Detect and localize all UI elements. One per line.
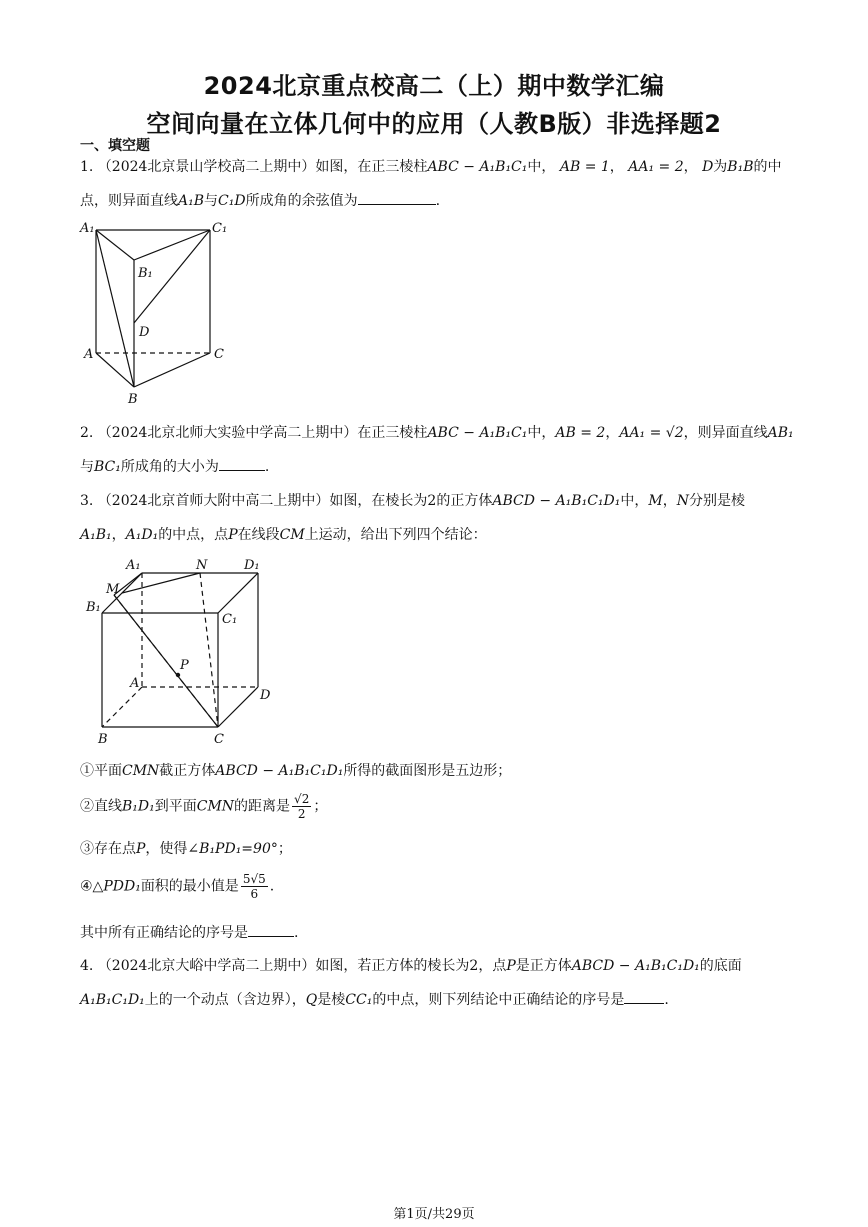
q2-text: ，则异面直线	[683, 425, 768, 441]
q3-math: ABCD − A₁B₁C₁D₁	[492, 493, 621, 509]
q1-text: 的中	[753, 159, 782, 175]
answer-blank	[248, 922, 294, 937]
q3-text: .	[269, 878, 275, 895]
q4-text: 的底面	[699, 958, 742, 974]
label-c: C	[214, 347, 224, 362]
fraction-denominator: 2	[297, 807, 306, 821]
q1-text: 中，	[527, 159, 556, 175]
q4-line-2	[80, 989, 669, 1009]
fraction-numerator: 5√5	[242, 872, 266, 886]
q3-text: 其中所有正确结论的序号是	[80, 925, 248, 941]
q3-text: ③存在点	[80, 841, 136, 857]
q3-text: 中，	[620, 493, 649, 509]
label-c: C	[214, 732, 224, 747]
q3-text: 分别是棱	[688, 493, 745, 509]
q3-math: CMN	[196, 798, 235, 815]
fraction-numerator: √2	[294, 792, 310, 806]
q1-math: D	[702, 159, 714, 175]
label-b: B	[98, 732, 108, 747]
q3-math: N	[676, 493, 689, 509]
q3-text: 的中点，点	[158, 527, 229, 543]
label-b1: B₁	[138, 266, 153, 281]
q1-text: 所成角的余弦值为	[245, 193, 358, 209]
answer-blank	[219, 456, 265, 471]
q3-math: B₁D₁	[122, 798, 155, 815]
q3-math: P	[228, 527, 238, 543]
point-p	[176, 673, 180, 677]
answer-blank	[358, 190, 436, 205]
q3-conclusion-3	[80, 838, 292, 858]
q4-math: A₁B₁C₁D₁	[80, 992, 145, 1008]
cube-figure	[84, 555, 284, 750]
fraction-denominator: 6	[250, 887, 259, 901]
q2-line-1	[80, 422, 794, 442]
q2-math: AB₁	[767, 425, 794, 441]
q4-math: ABCD − A₁B₁C₁D₁	[571, 958, 700, 974]
label-a1: A₁	[126, 558, 141, 573]
q3-text: ②直线	[80, 798, 122, 815]
q3-math: CMN	[122, 763, 160, 779]
q2-text: 与	[80, 459, 94, 475]
q3-line-2	[80, 524, 487, 544]
label-n: N	[196, 558, 208, 573]
prism-figure	[76, 215, 236, 410]
q1-text: .	[435, 193, 441, 209]
label-d: D	[260, 688, 271, 703]
q1-text: 与	[204, 193, 219, 209]
q4-text: 是棱	[317, 992, 346, 1008]
q3-text: 到平面	[154, 798, 197, 815]
q3-math: A₁D₁	[125, 527, 159, 543]
q3-text: 的距离是	[234, 798, 291, 815]
q1-text: 为	[713, 159, 728, 175]
label-a: A	[130, 676, 140, 691]
label-m: M	[106, 582, 120, 597]
q3-text: ，使得	[145, 841, 188, 857]
q2-text: 2. （2024北京北师大实验中学高二上期中）在正三棱柱	[80, 425, 428, 441]
label-a: A	[84, 347, 94, 362]
q2-math: ABC − A₁B₁C₁	[427, 425, 528, 441]
q3-text: 截正方体	[159, 763, 216, 779]
q3-conclusion-1	[80, 760, 511, 780]
q3-text: 面积的最小值是	[140, 878, 239, 895]
answer-blank	[624, 989, 664, 1004]
q1-math: ABC − A₁B₁C₁	[427, 159, 528, 175]
label-b: B	[128, 392, 138, 407]
q2-line-2	[80, 456, 269, 476]
label-c1: C₁	[212, 221, 228, 236]
q3-math: M	[648, 493, 663, 509]
title-line-2: 空间向量在立体几何中的应用（人教B版）非选择题2	[146, 110, 722, 138]
q3-math: P	[136, 841, 146, 857]
q3-text: ④△	[80, 878, 104, 895]
page-footer: 第1页/共29页	[393, 1207, 475, 1222]
q3-ask	[80, 922, 298, 942]
q2-math: AA₁ = √2	[619, 425, 684, 441]
q3-math: A₁B₁	[80, 527, 112, 543]
label-c1: C₁	[222, 612, 238, 627]
q1-text: ，	[609, 159, 624, 175]
q1-math: A₁B	[178, 193, 205, 209]
q3-text: 上运动，给出下列四个结论：	[304, 527, 487, 543]
q2-text: 所成角的大小为	[120, 459, 219, 475]
fraction	[292, 792, 311, 821]
q4-math: Q	[305, 992, 318, 1008]
label-d: D	[139, 325, 150, 340]
q4-math: CC₁	[345, 992, 373, 1008]
q1-math: B₁B	[727, 159, 754, 175]
q4-text: 上的一个动点（含边界），	[144, 992, 306, 1008]
q3-text: .	[294, 925, 299, 941]
q3-line-1	[80, 490, 745, 510]
fraction	[241, 872, 268, 901]
q2-math: BC₁	[94, 459, 121, 475]
q4-text: 4. （2024北京大峪中学高二上期中）如图，若正方体的棱长为2，点	[80, 958, 507, 974]
label-p: P	[180, 658, 189, 673]
q3-text: ；	[277, 841, 292, 857]
q2-math: AB = 2	[555, 425, 606, 441]
q1-math: C₁D	[218, 193, 246, 209]
q3-conclusion-4	[80, 872, 274, 901]
label-b1: B₁	[86, 600, 101, 615]
q3-text: ；	[313, 798, 328, 815]
q3-math: CM	[279, 527, 305, 543]
q3-math: PDD₁	[103, 878, 141, 895]
q1-line-1	[80, 156, 782, 176]
q2-text: 中，	[527, 425, 556, 441]
q1-line-2	[80, 190, 440, 210]
q4-text: 是正方体	[515, 958, 572, 974]
q3-text: 所得的截面图形是五边形；	[343, 763, 512, 779]
q3-text: 在线段	[237, 527, 280, 543]
q3-text: ，	[111, 527, 126, 543]
q2-text: ，	[605, 425, 620, 441]
q1-text: 点，则异面直线	[80, 193, 178, 209]
q3-math: ABCD − A₁B₁C₁D₁	[215, 763, 344, 779]
q1-math: AA₁ = 2	[628, 159, 684, 175]
q4-text: 的中点，则下列结论中正确结论的序号是	[372, 992, 625, 1008]
q1-text: 1. （2024北京景山学校高二上期中）如图，在正三棱柱	[80, 159, 428, 175]
section-heading: 一、填空题	[80, 138, 150, 154]
q2-text: .	[264, 459, 270, 475]
q4-line-1	[80, 955, 742, 975]
label-a1: A₁	[80, 221, 95, 236]
q4-math: P	[506, 958, 516, 974]
q4-text: .	[664, 992, 669, 1008]
q3-text: 3. （2024北京首师大附中高二上期中）如图，在棱长为2的正方体	[80, 493, 493, 509]
label-d1: D₁	[244, 558, 260, 573]
q1-math: AB = 1	[559, 159, 610, 175]
q1-text: ，	[683, 159, 698, 175]
q3-text: ①平面	[80, 763, 122, 779]
title-line-1: 2024北京重点校高二（上）期中数学汇编	[203, 72, 665, 100]
q3-conclusion-2	[80, 792, 327, 821]
q3-text: ，	[662, 493, 677, 509]
q3-math: ∠B₁PD₁=90°	[187, 841, 278, 857]
